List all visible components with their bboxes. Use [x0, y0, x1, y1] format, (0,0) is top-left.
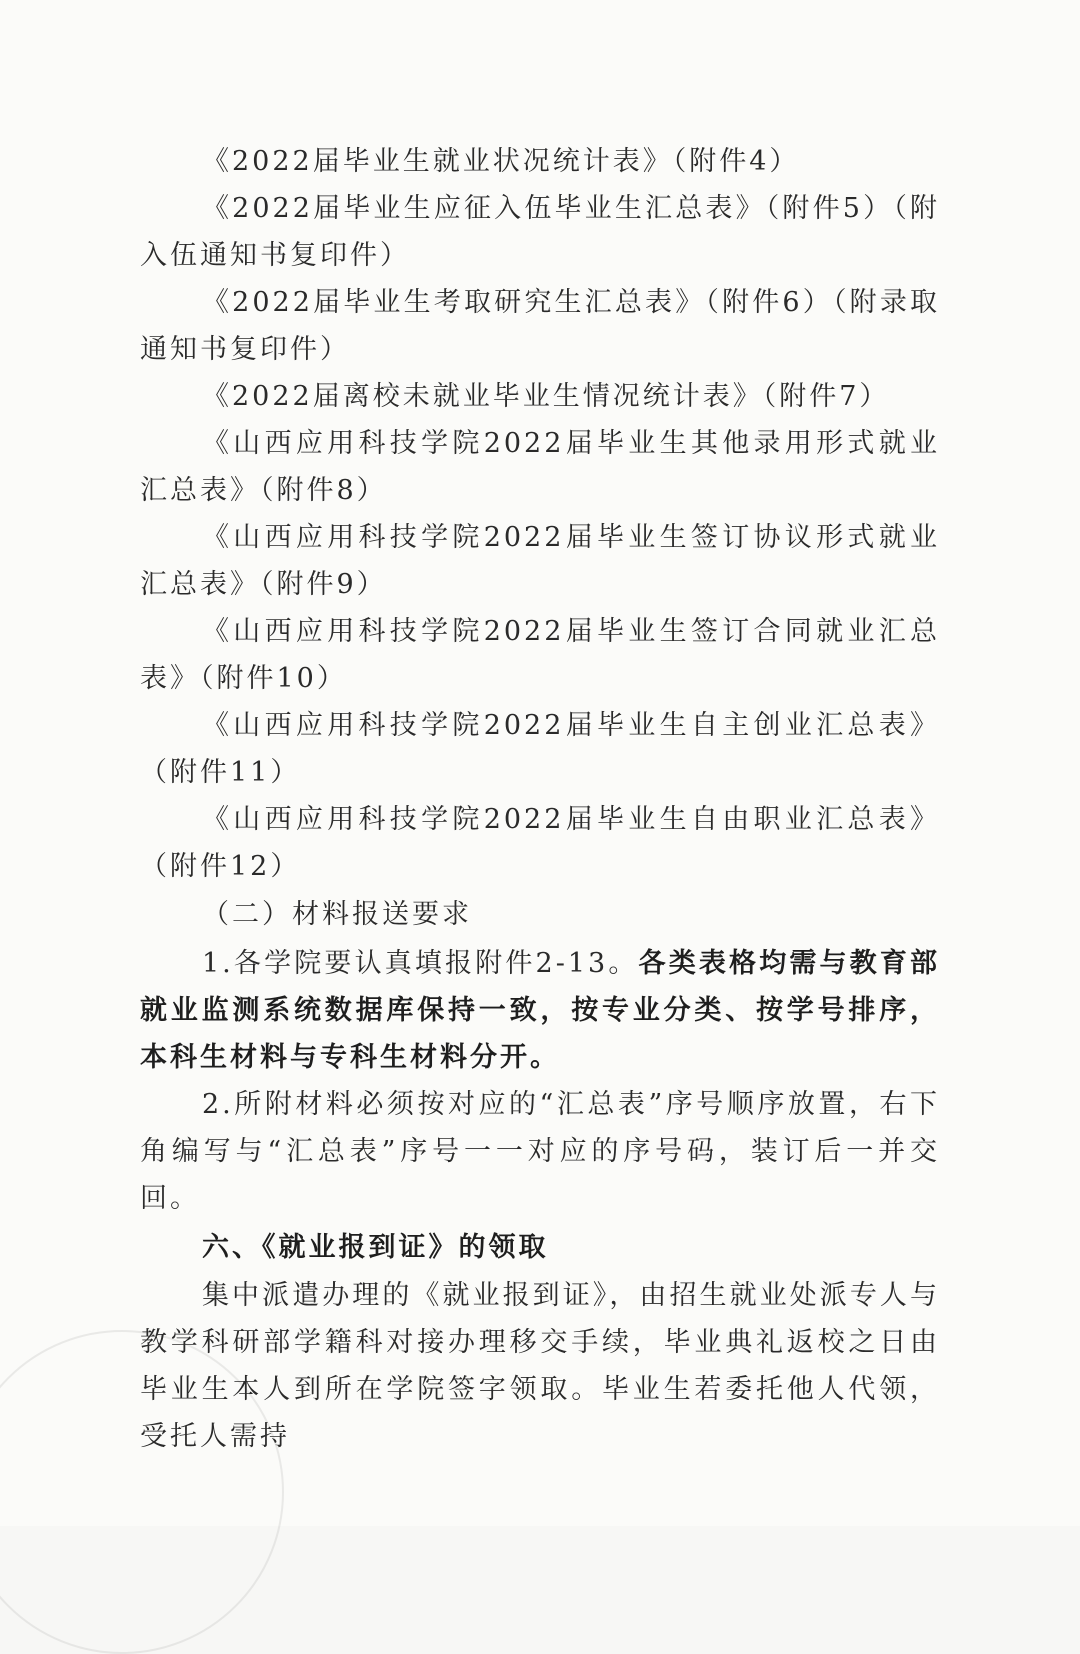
list-item: 《山西应用科技学院2022届毕业生自由职业汇总表》（附件12）: [140, 804, 940, 882]
list-item: 《2022届毕业生应征入伍毕业生汇总表》（附件5）（附入伍通知书复印件）: [140, 193, 940, 271]
requirement-2: 2.所附材料必须按对应的“汇总表”序号顺序放置，右下角编写与“汇总表”序号一一对应的序号码，装订后一并交回。: [140, 1089, 940, 1214]
list-item: 《2022届毕业生就业状况统计表》（附件4）: [202, 146, 800, 177]
section-six-title: 六、《就业报到证》的领取: [202, 1232, 549, 1263]
requirement-1: [140, 940, 940, 1081]
list-item: 《山西应用科技学院2022届毕业生自主创业汇总表》（附件11）: [140, 710, 940, 788]
list-item: 《山西应用科技学院2022届毕业生其他录用形式就业汇总表》（附件8）: [140, 428, 940, 506]
list-item: 《2022届毕业生考取研究生汇总表》（附件6）（附录取通知书复印件）: [140, 287, 940, 365]
section-two-title: （二）材料报送要求: [202, 899, 472, 930]
list-item: 《山西应用科技学院2022届毕业生签订合同就业汇总表》（附件10）: [140, 616, 940, 694]
list-item: 《2022届离校未就业毕业生情况统计表》（附件7）: [202, 381, 890, 412]
requirement-1-plain: 1.各学院要认真填报附件2-13。: [202, 948, 639, 979]
section-six-body: 集中派遣办理的《就业报到证》，由招生就业处派专人与教学科研部学籍科对接办理移交手续，毕业典礼返校之日由毕业生本人到所在学院签字领取。毕业生若委托他人代领，受托人需持: [140, 1280, 940, 1452]
requirement-1-bold: 各类表格均需与教育部就业监测系统数据库保持一致，按专业分类、按学号排序，本科生材料与专科生材料分开。: [140, 948, 941, 1073]
list-item: 《山西应用科技学院2022届毕业生签订协议形式就业汇总表》（附件9）: [140, 522, 940, 600]
document-body: [140, 138, 940, 1460]
